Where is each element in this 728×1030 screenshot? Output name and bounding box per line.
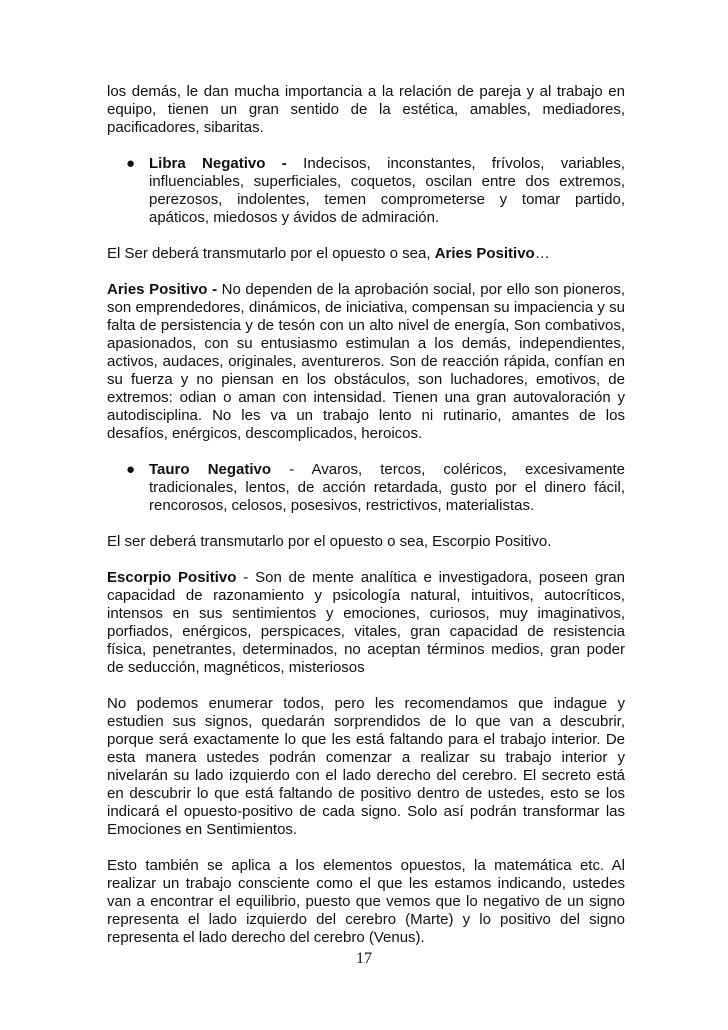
definition-escorpio-positivo: - Son de mente analítica e investigadora, poseen gran capacidad de razonamiento y psicología natural, intuitivos, autocríticos, intensos en sus sentimientos y emociones, curiosos, muy imaginativos, porfiados, enérgicos, perspicaces, vitales, gran capacidad de resistencia física, penetrantes, determinados, no aceptan términos medios, gran poder de seducción, magnéticos, misteriosos	[107, 569, 625, 676]
paragraph-escorpio-positivo	[107, 569, 625, 677]
paragraph-recommendation: No podemos enumerar todos, pero les recomendamos que indague y estudien sus signos, quedarán sorprendidos de lo que van a descubrir, porque será exactamente lo que les está faltando para el trabajo interior. De esta manera ustedes podrán comenzar a realizar su trabajo interior y nivelarán su lado izquierdo con el lado derecho del cerebro. El secreto está en descubrir lo que está faltando de positivo dentro de ustedes, esto se los indicará el opuesto-positivo de cada signo. Solo así podrán transformar las Emociones en Sentimientos.	[107, 695, 625, 838]
page-body	[107, 83, 625, 965]
list-item-libra-negativo	[107, 155, 625, 227]
paragraph-elements: Esto también se aplica a los elementos opuestos, la matemática etc. Al realizar un trabajo consciente como el que les estamos indicando, ustedes van a encontrar el equilibrio, puesto que vemos que lo negativo de un signo representa el lado izquierdo del cerebro (Marte) y lo positivo del signo representa el lado derecho del cerebro (Venus).	[107, 857, 625, 946]
term-tauro-negativo: Tauro Negativo	[149, 461, 272, 478]
transmute-aries-text: El Ser deberá transmutarlo por el opuesto o sea,	[107, 245, 435, 262]
paragraph-intro: los demás, le dan mucha importancia a la relación de pareja y al trabajo en equipo, tienen un gran sentido de la estética, amables, mediadores, pacificadores, sibaritas.	[107, 83, 625, 136]
definition-libra-negativo: Indecisos, inconstantes, frívolos, variables, influenciables, superficiales, coquetos, oscilan entre dos extremos, perezosos, indolentes, temen comprometerse y tomar partido, apáticos, miedosos y ávidos de admiración.	[149, 155, 625, 226]
paragraph-aries-positivo	[107, 281, 625, 443]
bullet-icon: ●	[126, 461, 136, 478]
bullet-list-libra	[107, 155, 625, 227]
term-aries-positivo: Aries Positivo -	[107, 281, 218, 298]
paragraph-transmute-aries	[107, 245, 625, 263]
term-libra-negativo: Libra Negativo -	[149, 155, 287, 172]
paragraph-transmute-escorpio: El ser deberá transmutarlo por el opuesto o sea, Escorpio Positivo.	[107, 533, 552, 550]
definition-tauro-negativo: - Avaros, tercos, coléricos, excesivamente tradicionales, lentos, de acción retardada, gusto por el dinero fácil, rencorosos, celosos, posesivos, restrictivos, materialistas.	[149, 461, 625, 514]
list-item-tauro-negativo	[107, 461, 625, 515]
page-number: 17	[356, 950, 372, 967]
bullet-list-tauro	[107, 461, 625, 515]
bullet-icon: ●	[126, 155, 136, 172]
term-aries-positivo-inline: Aries Positivo	[434, 245, 535, 262]
definition-aries-positivo: No dependen de la aprobación social, por ello son pioneros, son emprendedores, dinámicos, de iniciativa, compensan su impaciencia y su falta de persistencia y de tesón con un alto nivel de energía, Son combativos, apasionados, con su entusiasmo estimulan a los demás, independientes, activos, audaces, originales, aventureros. Son de reacción rápida, confían en su fuerza y no piensan en los obstáculos, son luchadores, emotivos, de extremos: odian o aman con intensidad. Tienen una gran autovaloración y autodisciplina. No les va un trabajo lento ni rutinario, amantes de los desafíos, enérgicos, descomplicados, heroicos.	[107, 281, 625, 442]
term-escorpio-positivo: Escorpio Positivo	[107, 569, 237, 586]
transmute-aries-ellipsis: …	[534, 245, 550, 262]
